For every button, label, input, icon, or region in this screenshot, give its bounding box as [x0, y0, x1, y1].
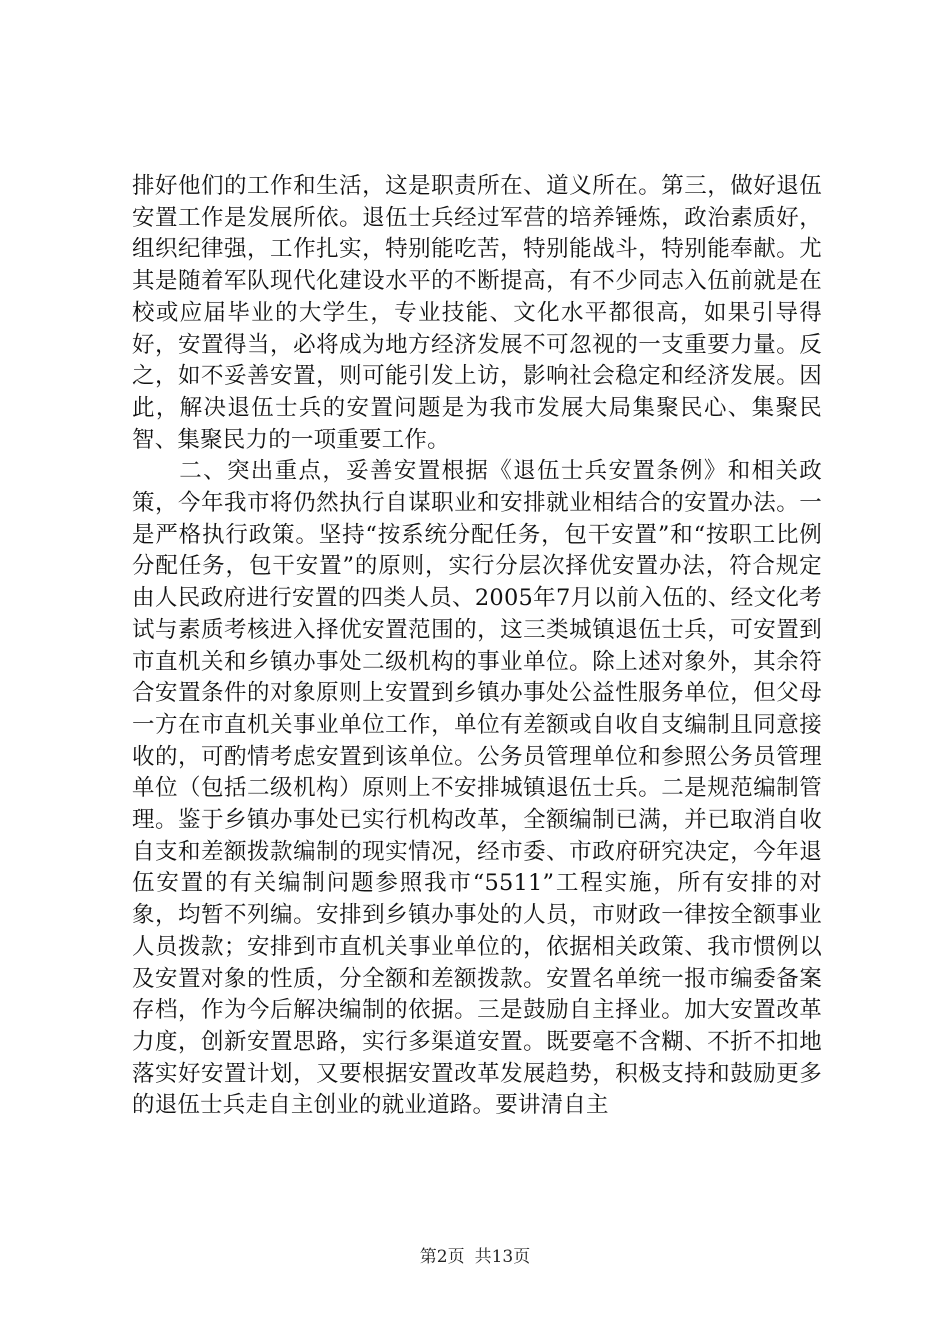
- page-footer: [0, 1242, 950, 1267]
- page-number: 第2页: [419, 1247, 465, 1267]
- paragraph-continuation: 排好他们的工作和生活，这是职责所在、道义所在。第三，做好退伍安置工作是发展所依。退伍士兵经过军营的培养锤炼，政治素质好，组织纪律强，工作扎实，特别能吃苦，特别能战斗，特别能奉献。尤其是随着军队现代化建设水平的不断提高，有不少同志入伍前就是在校或应届毕业的大学生，专业技能、文化水平都很高，如果引导得好，安置得当，必将成为地方经济发展不可忽视的一支重要力量。反之，如不妥善安置，则可能引发上访，影响社会稳定和经济发展。因此，解决退伍士兵的安置问题是为我市发展大局集聚民心、集聚民智、集聚民力的一项重要工作。: [132, 173, 822, 453]
- page-total: 共13页: [474, 1247, 531, 1267]
- paragraph-section-two: 二、突出重点，妥善安置根据《退伍士兵安置条例》和相关政策，今年我市将仍然执行自谋职业和安排就业相结合的安置办法。一是严格执行政策。坚持“按系统分配任务，包干安置”和“按职工比例分配任务，包干安置”的原则，实行分层次择优安置办法，符合规定由人民政府进行安置的四类人员、2005年7月以前入伍的、经文化考试与素质考核进入择优安置范围的，这三类城镇退伍士兵，可安置到市直机关和乡镇办事处二级机构的事业单位。除上述对象外，其余符合安置条件的对象原则上安置到乡镇办事处公益性服务单位，但父母一方在市直机关事业单位工作，单位有差额或自收自支编制且同意接收的，可酌情考虑安置到该单位。公务员管理单位和参照公务员管理单位（包括二级机构）原则上不安排城镇退伍士兵。二是规范编制管理。鉴于乡镇办事处已实行机构改革，全额编制已满，并已取消自收自支和差额拨款编制的现实情况，经市委、市政府研究决定，今年退伍安置的有关编制问题参照我市“5511”工程实施，所有安排的对象，均暂不列编。安排到乡镇办事处的人员，市财政一律按全额事业人员拨款；安排到市直机关事业单位的，依据相关政策、我市惯例以及安置对象的性质，分全额和差额拨款。安置名单统一报市编委备案存档，作为今后解决编制的依据。三是鼓励自主择业。加大安置改革力度，创新安置思路，实行多渠道安置。既要毫不含糊、不折不扣地落实好安置计划，又要根据安置改革发展趋势，积极支持和鼓励更多的退伍士兵走自主创业的就业道路。要讲清自主: [132, 458, 822, 1119]
- document-body: [132, 171, 822, 1122]
